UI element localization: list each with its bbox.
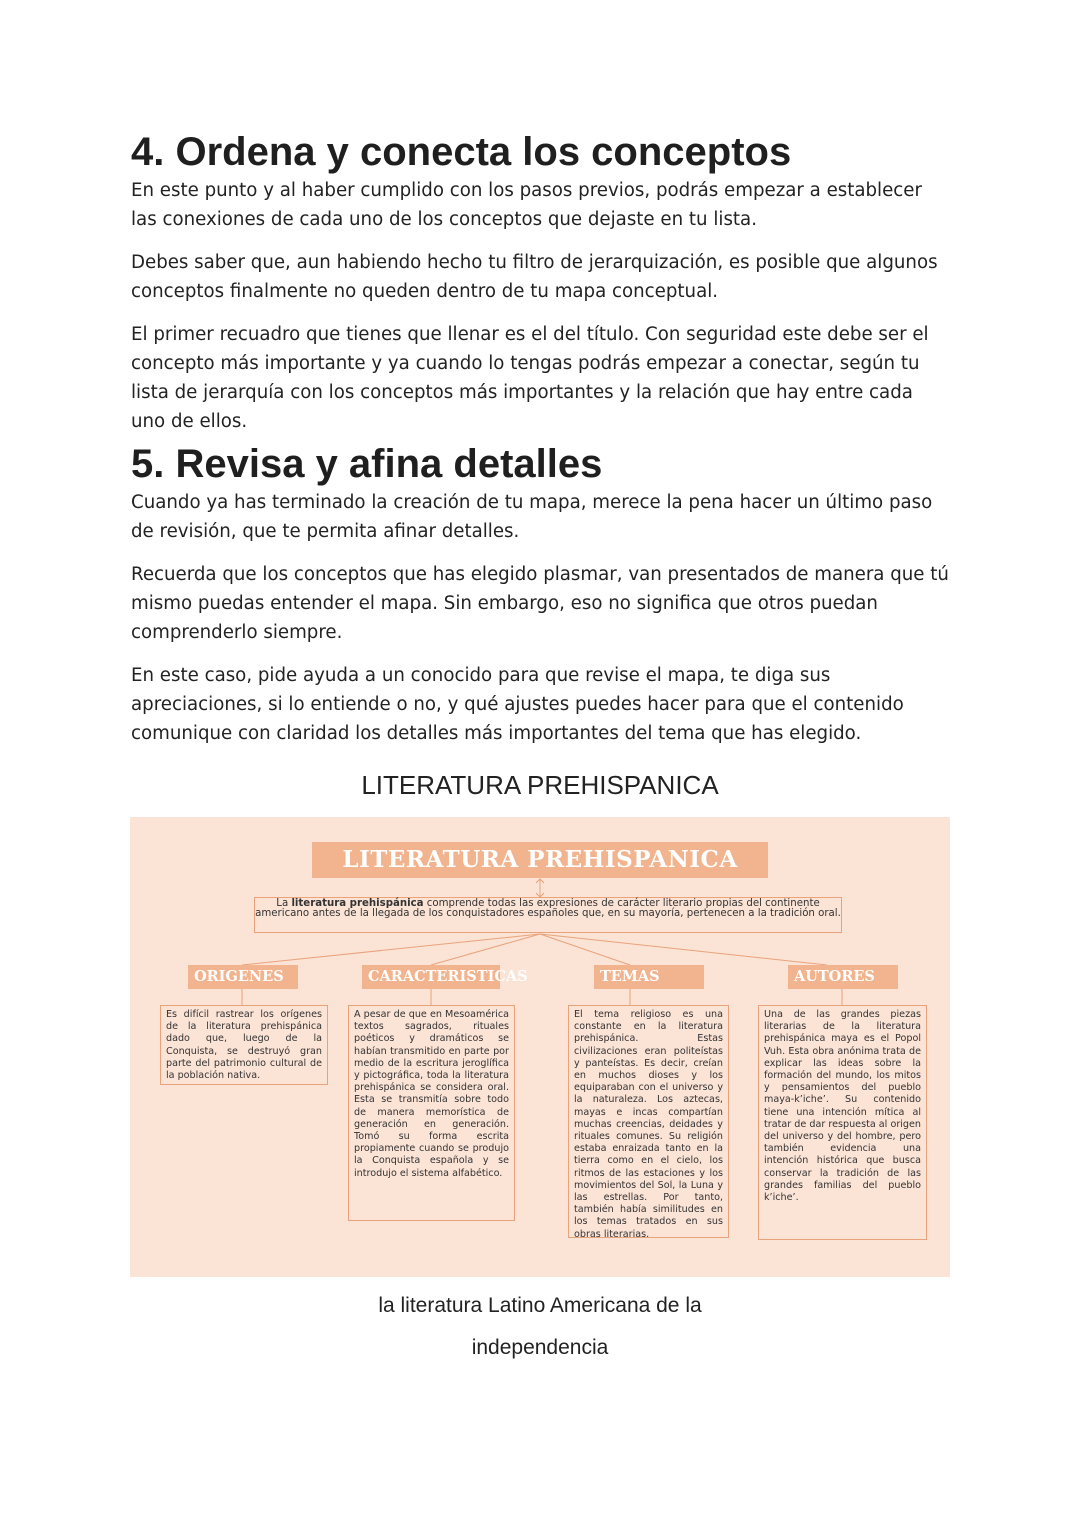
- concept-map-image: [130, 817, 950, 1277]
- section-5-paragraph-1: Cuando ya has terminado la creación de tu mapa, merece la pena hacer un último paso de revisión, que te permita afinar detalles.: [131, 492, 933, 542]
- autores-box: [758, 1005, 927, 1240]
- definition-bold: literatura prehispánica: [291, 898, 424, 909]
- section-5-heading: 5. Revisa y afina detalles: [131, 442, 603, 486]
- section-5-paragraph-2: Recuerda que los conceptos que has elegido plasmar, van presentados de manera que tú mismo puedas entender el mapa. Sin embargo, eso no significa que otros puedan comprenderlo siempre.: [131, 564, 949, 643]
- origenes-box: [160, 1005, 328, 1085]
- category-autores: AUTORES: [788, 965, 898, 989]
- caracteristicas-text: A pesar de que en Mesoamérica textos sagrados, rituales poéticos y dramáticos se habían transmitido en parte por medio de la escritura jeroglífica y pictográfica, toda la literatura prehispánica se considera oral. Esta se transmitía sobre todo de manera memorística de generación en generación. Tomó su forma escrita propiamente cuando se produjo la Conquista española y se introdujo el sistema alfabético.: [354, 1009, 509, 1179]
- map-definition-box: [254, 897, 842, 933]
- category-origenes: ORIGENES: [188, 965, 298, 989]
- figure-title: LITERATURA PREHISPANICA: [361, 770, 719, 800]
- definition-prefix: La: [276, 898, 292, 909]
- section-5-paragraph-3: En este caso, pide ayuda a un conocido para que revise el mapa, te diga sus apreciaciones, si lo entiende o no, y qué ajustes puedes hacer para que el contenido comunique con claridad los detalles más importantes del tema que has elegido.: [131, 665, 904, 744]
- caption-line-2: independencia: [471, 1336, 609, 1359]
- section-4-paragraph-3: El primer recuadro que tienes que llenar es el del título. Con seguridad este debe ser el concepto más importante y ya cuando lo tengas podrás empezar a conectar, según tu lista de jerarquía con los conceptos más importantes y la relación que hay entre cada uno de ellos.: [131, 324, 929, 432]
- section-4-paragraph-2: Debes saber que, aun habiendo hecho tu filtro de jerarquización, es posible que algunos conceptos finalmente no queden dentro de tu mapa conceptual.: [131, 252, 938, 302]
- temas-box: [568, 1005, 729, 1238]
- caracteristicas-box: [348, 1005, 515, 1221]
- category-temas: TEMAS: [594, 965, 704, 989]
- map-title-banner: LITERATURA PREHISPANICA: [312, 842, 768, 878]
- origenes-text: Es difícil rastrear los orígenes de la literatura prehispánica dado que, luego de la Conquista, se destruyó gran parte del patrimonio cultural de la población nativa.: [166, 1009, 322, 1082]
- section-4-heading: 4. Ordena y conecta los conceptos: [131, 130, 792, 174]
- document-body: [131, 128, 951, 762]
- autores-text: Una de las grandes piezas literarias de la literatura prehispánica maya es el Popol Vuh. Esta obra anónima trata de explicar las ideas sobre la formación del mundo, los mitos y pensamientos del pueblo maya-k’iche’. Su contenido tiene una intención mítica al tratar de dar respuesta al origen del universo y del hombre, pero también evidencia una intención histórica que busca conservar la tradición de las grandes familias del pueblo k’iche’.: [764, 1009, 921, 1204]
- temas-text: El tema religioso es una constante en la literatura prehispánica. Estas civilizaciones eran politeístas y panteístas. Es decir, creían en muchos dioses y los equiparaban con el universo y la naturaleza. Los aztecas, mayas e incas compartían muchas creencias, deidades y rituales comunes. Su religión estaba enraizada tanto en la tierra como en el cielo, los ritmos de las estaciones y los movimientos del Sol, la Luna y las estrellas. Por tanto, también había similitudes en los temas tratados en sus obras literarias.: [574, 1009, 723, 1240]
- section-4-paragraph-1: En este punto y al haber cumplido con los pasos previos, podrás empezar a establecer las conexiones de cada uno de los conceptos que dejaste en tu lista.: [131, 180, 922, 230]
- category-caracteristicas: CARACTERISTICAS: [362, 965, 500, 989]
- caption-line-1: la literatura Latino Americana de la: [378, 1294, 702, 1317]
- definition-rest: comprende todas las expresiones de carácter literario propias del continente americano antes de la llegada de los conquistadores españoles que, en su mayoría, pertenecen a la tradición oral.: [255, 898, 841, 919]
